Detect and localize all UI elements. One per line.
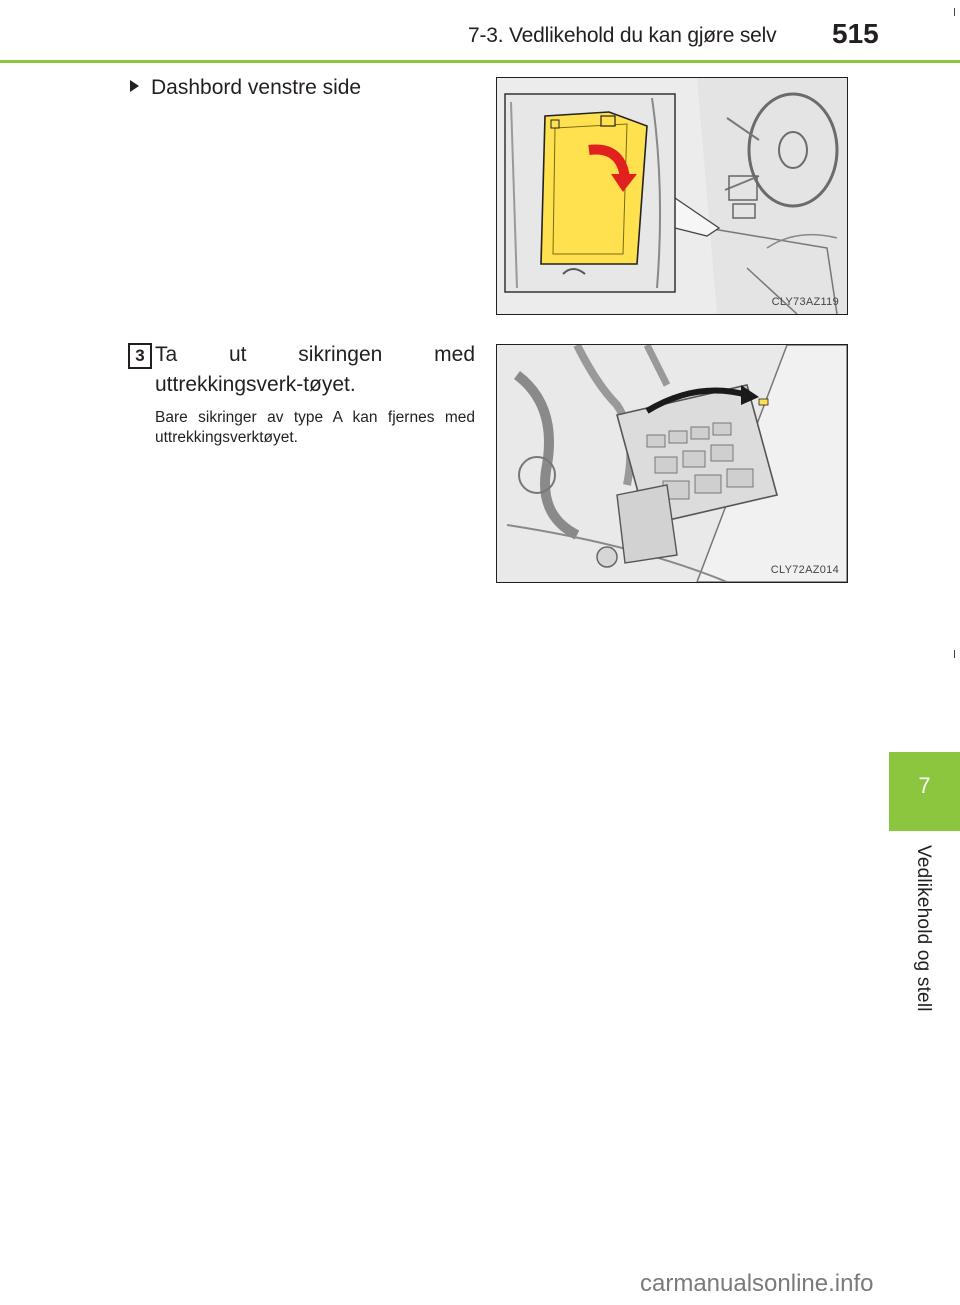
crop-mark bbox=[954, 8, 955, 16]
chapter-tab[interactable]: 7 bbox=[889, 752, 960, 831]
figure-engine-fusebox bbox=[496, 344, 848, 583]
header-rule bbox=[0, 60, 960, 63]
bullet-text: Dashbord venstre side bbox=[151, 76, 362, 99]
chapter-title: Vedlikehold og stell bbox=[913, 845, 934, 1012]
triangle-bullet-icon bbox=[130, 80, 139, 92]
figure-code: CLY73AZ119 bbox=[771, 296, 839, 308]
step-note: Bare sikringer av type A kan fjernes med uttrekkingsverktøyet. bbox=[155, 409, 475, 446]
figure-code: CLY72AZ014 bbox=[770, 564, 839, 576]
engine-compartment-illustration bbox=[497, 345, 847, 582]
dashboard-illustration bbox=[497, 78, 847, 314]
step-instruction: Ta ut sikringen med uttrekkingsverk-tøyet. bbox=[155, 343, 475, 396]
crop-mark bbox=[954, 650, 955, 658]
step-number-badge: 3 bbox=[128, 343, 152, 369]
section-title: 7-3. Vedlikehold du kan gjøre selv bbox=[468, 24, 777, 47]
bullet-item bbox=[130, 76, 361, 100]
page-number: 515 bbox=[832, 18, 879, 49]
watermark: carmanualsonline.info bbox=[640, 1270, 874, 1297]
figure-dashboard-left bbox=[496, 77, 848, 315]
